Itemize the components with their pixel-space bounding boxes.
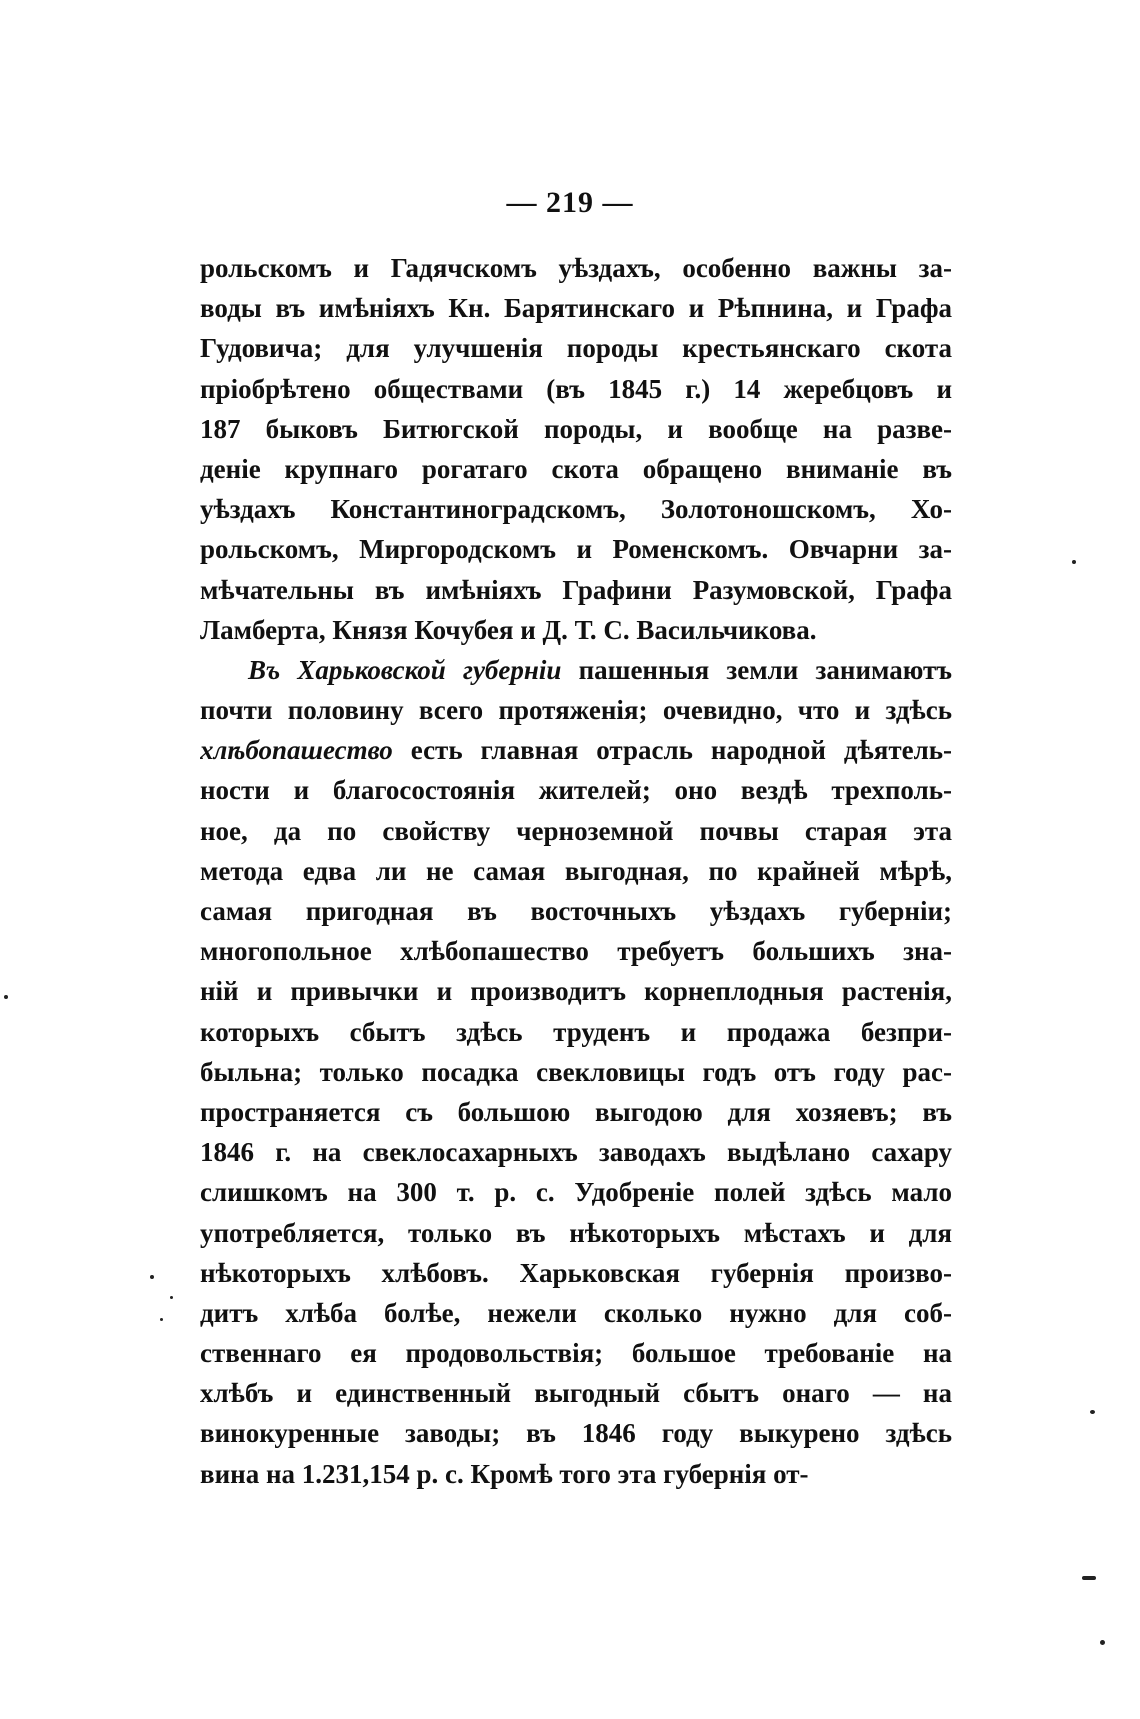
body-text bbox=[200, 248, 952, 1494]
text-line: слишкомъ на 300 т. р. с. Удобреніе полей здѣсь мало bbox=[200, 1177, 952, 1208]
text-line: Ламберта, Князя Кочубея и Д. Т. С. Васильчикова. bbox=[200, 614, 817, 645]
text-line: Гудовича; для улучшенія породы крестьянскаго скота bbox=[200, 333, 952, 364]
text-line: ній и привычки и производитъ корнеплодныя растенія, bbox=[200, 976, 952, 1007]
italic-phrase: Въ Харьковской губерніи bbox=[248, 654, 562, 685]
page-number: — 219 — bbox=[506, 186, 634, 219]
line-text: пашенныя земли занимаютъ bbox=[561, 654, 952, 685]
text-line: ственнаго ея продовольствія; большое требованіе на bbox=[200, 1338, 952, 1369]
text-line: многопольное хлѣбопашество требуетъ большихъ зна- bbox=[200, 936, 952, 967]
text-line: нѣкоторыхъ хлѣбовъ. Харьковская губернія произво- bbox=[200, 1257, 952, 1288]
text-line: винокуренные заводы; въ 1846 году выкурено здѣсь bbox=[200, 1418, 952, 1449]
text-line: вина на 1.231,154 р. с. Кромѣ того эта губернія от- bbox=[200, 1458, 809, 1489]
text-line: рольскомъ, Миргородскомъ и Роменскомъ. Овчарни за- bbox=[200, 534, 952, 565]
text-line: дитъ хлѣба болѣе, нежели сколько нужно для соб- bbox=[200, 1297, 952, 1328]
italic-phrase: хлѣбопашество bbox=[200, 735, 393, 766]
text-line bbox=[200, 650, 952, 690]
text-line: рольскомъ и Гадячскомъ уѣздахъ, особенно важны за- bbox=[200, 253, 952, 283]
text-line: почти половину всего протяженія; очевидно, что и здѣсь bbox=[200, 695, 952, 726]
text-line: 1846 г. на свеклосахарныхъ заводахъ выдѣлано сахару bbox=[200, 1137, 952, 1168]
text-line: пріобрѣтено обществами (въ 1845 г.) 14 жеребцовъ и bbox=[200, 373, 952, 404]
text-line: самая пригодная въ восточныхъ уѣздахъ губерніи; bbox=[200, 896, 952, 926]
text-line: хлѣбъ и единственный выгодный сбытъ онаго — на bbox=[200, 1378, 952, 1409]
text-line: пространяется съ большою выгодою для хозяевъ; въ bbox=[200, 1096, 952, 1127]
text-line: уѣздахъ Константиноградскомъ, Золотоношскомъ, Хо- bbox=[200, 494, 952, 525]
text-line: употребляется, только въ нѣкоторыхъ мѣстахъ и для bbox=[200, 1217, 952, 1248]
text-line: 187 быковъ Битюгской породы, и вообще на разве- bbox=[200, 413, 952, 444]
line-text: есть главная отрасль народной дѣятель- bbox=[392, 735, 952, 766]
text-line: мѣчательны въ имѣніяхъ Графини Разумовской, Графа bbox=[200, 574, 952, 605]
text-line: которыхъ сбытъ здѣсь труденъ и продажа безпри- bbox=[200, 1016, 952, 1047]
text-line: деніе крупнаго рогатаго скота обращено вниманіе въ bbox=[200, 453, 952, 484]
text-line bbox=[200, 730, 952, 770]
text-line: метода едва ли не самая выгодная, по крайней мѣрѣ, bbox=[200, 855, 952, 886]
text-line: ности и благосостоянія жителей; оно вездѣ трехполь- bbox=[200, 775, 952, 806]
text-line: быльна; только посадка свекловицы годъ отъ году рас- bbox=[200, 1056, 952, 1087]
text-line: ное, да по свойству черноземной почвы старая эта bbox=[200, 815, 952, 846]
text-line: воды въ имѣніяхъ Кн. Барятинскаго и Рѣпнина, и Графа bbox=[200, 293, 952, 324]
